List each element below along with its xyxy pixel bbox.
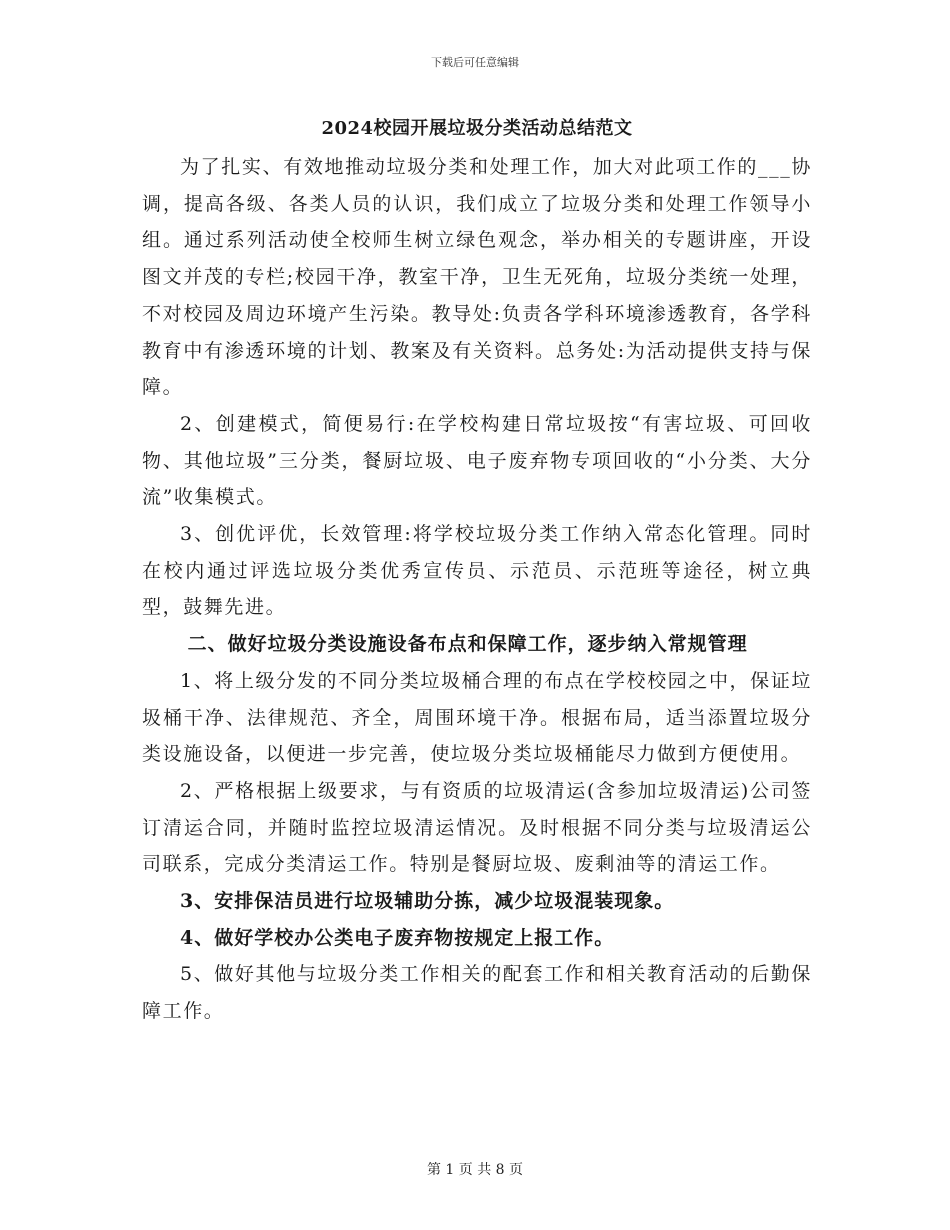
paragraph-item-3-sorting: 3、安排保洁员进行垃圾辅助分拣，减少垃圾混装现象。 [180, 890, 675, 913]
paragraph-item-3-excellence: 3、创优评优，长效管理:将学校垃圾分类工作纳入常态化管理。同时在校内通过评选垃圾分类优秀宣传员、示范员、示范班等途径，树立典型，鼓舞先进。 [142, 523, 812, 619]
paragraph-item-1-bins: 1、将上级分发的不同分类垃圾桶合理的布点在学校校园之中，保证垃圾桶干净、法律规范、齐全，周围环境干净。根据布局，适当添置垃圾分类设施设备，以便进一步完善，使垃圾分类垃圾桶能尽力做到方便使用。 [142, 669, 812, 766]
page-number: 第 1 页 共 8 页 [426, 1162, 524, 1178]
section-heading-2: 二、做好垃圾分类设施设备布点和保障工作，逐步纳入常规管理 [187, 633, 748, 656]
paragraph-item-2-cleanup: 2、严格根据上级要求，与有资质的垃圾清运(含参加垃圾清运)公司签订清运合同，并随时监控垃圾清运情况。及时根据不同分类与垃圾清运公司联系，完成分类清运工作。特别是餐厨垃圾、废剩油等的清运工作。 [142, 779, 812, 876]
paragraph-intro: 为了扎实、有效地推动垃圾分类和处理工作，加大对此项工作的___协调，提高各级、各类人员的认识，我们成立了垃圾分类和处理工作领导小组。通过系列活动使全校师生树立绿色观念，举办相关的专题讲座，开设图文并茂的专栏;校园干净，教室干净，卫生无死角，垃圾分类统一处理，不对校园及周边环境产生污染。教导处:负责各学科环境渗透教育，各学科教育中有渗透环境的计划、教案及有关资料。总务处:为活动提供支持与保障。 [142, 156, 812, 399]
paragraph-item-2-create-mode: 2、创建模式，简便易行:在学校构建日常垃圾按“有害垃圾、可回收物、其他垃圾”三分类，餐厨垃圾、电子废弃物专项回收的“小分类、大分流”收集模式。 [142, 412, 812, 509]
paragraph-item-4-e-waste: 4、做好学校办公类电子废弃物按规定上报工作。 [180, 926, 615, 949]
document-title: 2024校园开展垃圾分类活动总结范文 [321, 118, 633, 139]
header-note: 下载后可任意编辑 [431, 56, 519, 69]
document-body [142, 113, 812, 1030]
paragraph-item-5-support: 5、做好其他与垃圾分类工作相关的配套工作和相关教育活动的后勤保障工作。 [142, 963, 812, 1023]
